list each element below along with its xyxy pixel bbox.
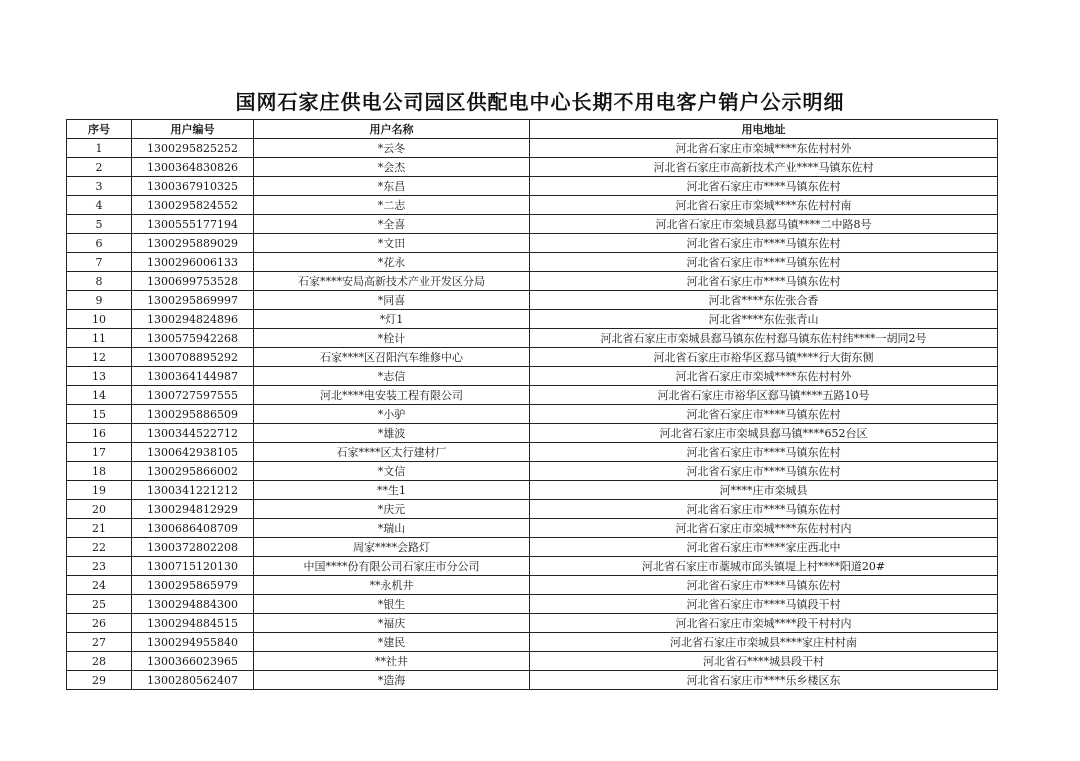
cell-serial: 12 (67, 348, 132, 367)
table-row (67, 234, 998, 253)
table-row (67, 500, 998, 519)
table-row (67, 215, 998, 234)
cell-account-name: *全喜 (254, 215, 530, 234)
table-row (67, 367, 998, 386)
cell-account-name: *同喜 (254, 291, 530, 310)
cell-serial: 14 (67, 386, 132, 405)
cell-account-name: *福庆 (254, 614, 530, 633)
table-row (67, 633, 998, 652)
cell-address: 河北省石家庄市****马镇东佐村 (530, 177, 998, 196)
cell-serial: 21 (67, 519, 132, 538)
cell-address: 河北省石家庄市****马镇东佐村 (530, 253, 998, 272)
cell-address: 河北省石家庄市****马镇东佐村 (530, 500, 998, 519)
cell-serial: 11 (67, 329, 132, 348)
cell-account-id: 1300295886509 (132, 405, 254, 424)
cell-serial: 13 (67, 367, 132, 386)
cell-account-name: *东昌 (254, 177, 530, 196)
cell-serial: 7 (67, 253, 132, 272)
cell-address: 河北省石家庄市栾城县郄马镇****二中路8号 (530, 215, 998, 234)
cell-account-id: 1300295869997 (132, 291, 254, 310)
cell-account-name: 周家****会路灯 (254, 538, 530, 557)
cell-account-id: 1300372802208 (132, 538, 254, 557)
table-row (67, 329, 998, 348)
cell-serial: 10 (67, 310, 132, 329)
cell-address: 河北省石家庄市栾城县郄马镇东佐村郄马镇东佐村纬****一胡同2号 (530, 329, 998, 348)
cell-serial: 9 (67, 291, 132, 310)
cell-serial: 27 (67, 633, 132, 652)
table-row (67, 139, 998, 158)
cell-account-name: *花永 (254, 253, 530, 272)
cell-account-id: 1300366023965 (132, 652, 254, 671)
table-row (67, 310, 998, 329)
cell-serial: 3 (67, 177, 132, 196)
cell-account-name: **永机井 (254, 576, 530, 595)
table-row (67, 652, 998, 671)
cell-account-id: 1300686408709 (132, 519, 254, 538)
cell-account-name: 河北****电安装工程有限公司 (254, 386, 530, 405)
cell-account-name: *文信 (254, 462, 530, 481)
cell-account-id: 1300642938105 (132, 443, 254, 462)
cell-serial: 17 (67, 443, 132, 462)
cell-account-id: 1300294812929 (132, 500, 254, 519)
cell-serial: 2 (67, 158, 132, 177)
cell-account-name: *银生 (254, 595, 530, 614)
table-row (67, 158, 998, 177)
cell-address: 河北省石家庄市高新技术产业****马镇东佐村 (530, 158, 998, 177)
notice-table (66, 119, 998, 690)
table-row (67, 614, 998, 633)
cell-address: 河北省****东佐张青山 (530, 310, 998, 329)
column-header-address: 用电地址 (530, 120, 998, 139)
cell-serial: 24 (67, 576, 132, 595)
table-row (67, 253, 998, 272)
cell-account-name: *建民 (254, 633, 530, 652)
table-row (67, 462, 998, 481)
cell-account-id: 1300341221212 (132, 481, 254, 500)
page-title: 国网石家庄供电公司园区供配电中心长期不用电客户销户公示明细 (235, 90, 845, 114)
table-row (67, 519, 998, 538)
cell-address: 河北省石家庄市栾城****段干村村内 (530, 614, 998, 633)
cell-account-name: *小驴 (254, 405, 530, 424)
cell-serial: 5 (67, 215, 132, 234)
cell-address: 河北省石家庄市裕华区郄马镇****五路10号 (530, 386, 998, 405)
cell-account-id: 1300708895292 (132, 348, 254, 367)
cell-account-id: 1300280562407 (132, 671, 254, 690)
cell-account-id: 1300295866002 (132, 462, 254, 481)
table-row (67, 481, 998, 500)
cell-address: 河北省石家庄市栾城****东佐村村南 (530, 196, 998, 215)
cell-account-name: 石家****区太行建材厂 (254, 443, 530, 462)
cell-serial: 23 (67, 557, 132, 576)
table-row (67, 348, 998, 367)
cell-account-id: 1300344522712 (132, 424, 254, 443)
table-row (67, 272, 998, 291)
cell-serial: 19 (67, 481, 132, 500)
cell-address: 河北省****东佐张合香 (530, 291, 998, 310)
cell-account-name: 石家****安局高新技术产业开发区分局 (254, 272, 530, 291)
cell-account-id: 1300294955840 (132, 633, 254, 652)
cell-account-name: *造海 (254, 671, 530, 690)
cell-address: 河北省石家庄市栾城县****家庄村村南 (530, 633, 998, 652)
cell-serial: 18 (67, 462, 132, 481)
table-row (67, 196, 998, 215)
cell-serial: 20 (67, 500, 132, 519)
cell-address: 河北省石家庄市栾城****东佐村村外 (530, 367, 998, 386)
cell-account-id: 1300294884515 (132, 614, 254, 633)
cell-address: 河北省石家庄市****家庄西北中 (530, 538, 998, 557)
cell-address: 河北省石家庄市****马镇东佐村 (530, 272, 998, 291)
table-row (67, 595, 998, 614)
cell-serial: 4 (67, 196, 132, 215)
cell-account-id: 1300295825252 (132, 139, 254, 158)
cell-serial: 22 (67, 538, 132, 557)
cell-serial: 25 (67, 595, 132, 614)
cell-address: 河北省石家庄市裕华区郄马镇****行大街东侧 (530, 348, 998, 367)
table-row (67, 538, 998, 557)
cell-account-name: *庆元 (254, 500, 530, 519)
cell-account-id: 1300364144987 (132, 367, 254, 386)
cell-address: 河****庄市栾城县 (530, 481, 998, 500)
table-row (67, 557, 998, 576)
cell-account-id: 1300295824552 (132, 196, 254, 215)
cell-account-name: *会杰 (254, 158, 530, 177)
cell-account-name: **社井 (254, 652, 530, 671)
cell-account-id: 1300294884300 (132, 595, 254, 614)
cell-account-id: 1300575942268 (132, 329, 254, 348)
cell-account-name: **生1 (254, 481, 530, 500)
column-header-account-name: 用户名称 (254, 120, 530, 139)
cell-account-id: 1300715120130 (132, 557, 254, 576)
cell-account-id: 1300295865979 (132, 576, 254, 595)
cell-account-name: 石家****区召阳汽车维修中心 (254, 348, 530, 367)
cell-account-id: 1300295889029 (132, 234, 254, 253)
cell-account-name: *志信 (254, 367, 530, 386)
cell-address: 河北省石家庄市栾城县郄马镇****652台区 (530, 424, 998, 443)
cell-serial: 6 (67, 234, 132, 253)
cell-account-id: 1300296006133 (132, 253, 254, 272)
cell-account-id: 1300364830826 (132, 158, 254, 177)
cell-serial: 16 (67, 424, 132, 443)
cell-account-name: *二志 (254, 196, 530, 215)
table-row (67, 671, 998, 690)
cell-serial: 8 (67, 272, 132, 291)
cell-serial: 29 (67, 671, 132, 690)
table-row (67, 386, 998, 405)
cell-serial: 15 (67, 405, 132, 424)
table-row (67, 405, 998, 424)
cell-serial: 26 (67, 614, 132, 633)
table-row (67, 424, 998, 443)
cell-address: 河北省石家庄市****马镇东佐村 (530, 443, 998, 462)
cell-account-name: *瑞山 (254, 519, 530, 538)
cell-address: 河北省石家庄市藁城市邱头镇堤上村****阳道20# (530, 557, 998, 576)
cell-account-id: 1300294824896 (132, 310, 254, 329)
cell-address: 河北省石家庄市****马镇东佐村 (530, 462, 998, 481)
cell-address: 河北省石家庄市****马镇东佐村 (530, 234, 998, 253)
cell-account-id: 1300727597555 (132, 386, 254, 405)
cell-account-name: *云冬 (254, 139, 530, 158)
cell-account-name: *灯1 (254, 310, 530, 329)
cell-serial: 1 (67, 139, 132, 158)
cell-account-name: 中国****份有限公司石家庄市分公司 (254, 557, 530, 576)
cell-address: 河北省石家庄市栾城****东佐村村外 (530, 139, 998, 158)
column-header-serial: 序号 (67, 120, 132, 139)
cell-address: 河北省石家庄市****马镇东佐村 (530, 405, 998, 424)
column-header-account-id: 用户编号 (132, 120, 254, 139)
cell-account-name: *雄波 (254, 424, 530, 443)
table-row (67, 177, 998, 196)
cell-account-id: 1300367910325 (132, 177, 254, 196)
cell-serial: 28 (67, 652, 132, 671)
table-row (67, 576, 998, 595)
cell-address: 河北省石家庄市****马镇段干村 (530, 595, 998, 614)
table-row (67, 291, 998, 310)
cell-address: 河北省石家庄市****乐乡楼区东 (530, 671, 998, 690)
cell-account-id: 1300555177194 (132, 215, 254, 234)
cell-address: 河北省石家庄市栾城****东佐村村内 (530, 519, 998, 538)
table-row (67, 443, 998, 462)
table-header-row (67, 120, 998, 139)
cell-account-name: *文田 (254, 234, 530, 253)
cell-account-id: 1300699753528 (132, 272, 254, 291)
cell-address: 河北省石家庄市****马镇东佐村 (530, 576, 998, 595)
cell-account-name: *栓计 (254, 329, 530, 348)
cell-address: 河北省石****城县段干村 (530, 652, 998, 671)
